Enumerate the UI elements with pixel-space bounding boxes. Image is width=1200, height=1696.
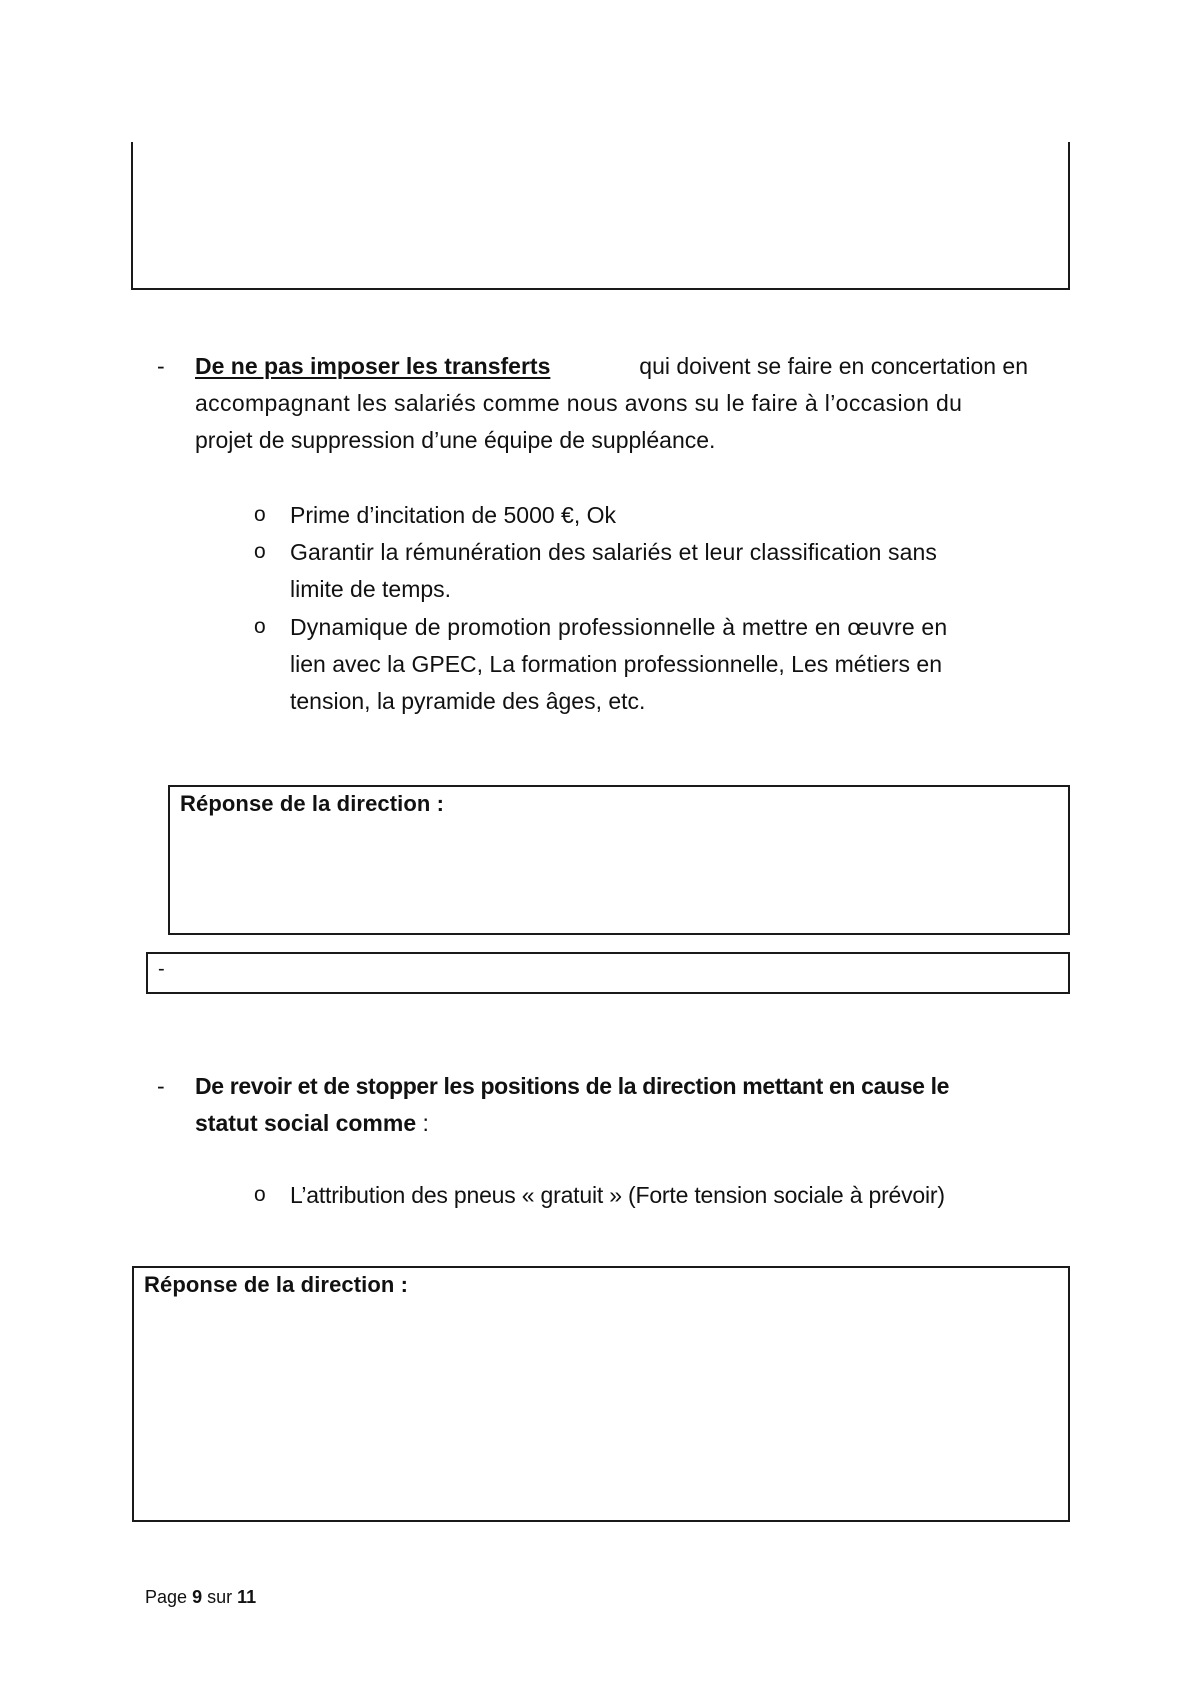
continued-response-box bbox=[131, 142, 1070, 290]
footer-prefix: Page bbox=[145, 1587, 188, 1607]
footer-middle: sur bbox=[207, 1587, 233, 1607]
section1-line-3: projet de suppression d’une équipe de suppléance. bbox=[195, 427, 716, 453]
section2-dash-marker: - bbox=[157, 1073, 165, 1099]
section2-line-2-colon: : bbox=[416, 1110, 429, 1136]
section1-dash-marker: - bbox=[157, 353, 165, 379]
subitem-2-text-line-1: Garantir la rémunération des salariés et leur classification sans bbox=[290, 539, 937, 565]
page-footer bbox=[145, 1587, 256, 1608]
subitem-2-circle-marker: o bbox=[254, 540, 266, 563]
page-total: 11 bbox=[237, 1587, 257, 1607]
subitem-3-circle-marker: o bbox=[254, 615, 266, 638]
section2-subitem-text: L’attribution des pneus « gratuit » (Forte tension sociale à prévoir) bbox=[290, 1182, 945, 1208]
response-box-1 bbox=[168, 785, 1070, 935]
section1-line-1 bbox=[195, 351, 1028, 381]
subitem-3-text-line-2: lien avec la GPEC, La formation professionnelle, Les métiers en bbox=[290, 651, 942, 677]
section2-line-1: De revoir et de stopper les positions de la direction mettant en cause le bbox=[195, 1073, 950, 1099]
section2-line-2-bold: statut social comme bbox=[195, 1110, 417, 1136]
section2-subitem-circle-marker: o bbox=[254, 1183, 266, 1206]
dash-box bbox=[146, 952, 1070, 994]
response-box-2-label: Réponse de la direction : bbox=[144, 1272, 409, 1297]
subitem-3-text-line-1: Dynamique de promotion professionnelle à mettre en œuvre en bbox=[290, 614, 948, 640]
subitem-1-circle-marker: o bbox=[254, 503, 266, 526]
subitem-2-text-line-2: limite de temps. bbox=[290, 576, 452, 602]
dash-box-text: - bbox=[158, 958, 165, 980]
section1-line-1-rest: qui doivent se faire en concertation en bbox=[639, 353, 1028, 379]
section1-line-2: accompagnant les salariés comme nous avons su le faire à l’occasion du bbox=[195, 390, 963, 416]
response-box-1-label: Réponse de la direction : bbox=[180, 791, 445, 816]
subitem-3-text-line-3: tension, la pyramide des âges, etc. bbox=[290, 688, 646, 714]
subitem-1-text: Prime d’incitation de 5000 €, Ok bbox=[290, 502, 617, 528]
section1-lead: De ne pas imposer les transferts bbox=[195, 353, 551, 379]
response-box-2 bbox=[132, 1266, 1070, 1522]
page-number: 9 bbox=[192, 1587, 203, 1607]
section2-line-2 bbox=[195, 1108, 429, 1138]
